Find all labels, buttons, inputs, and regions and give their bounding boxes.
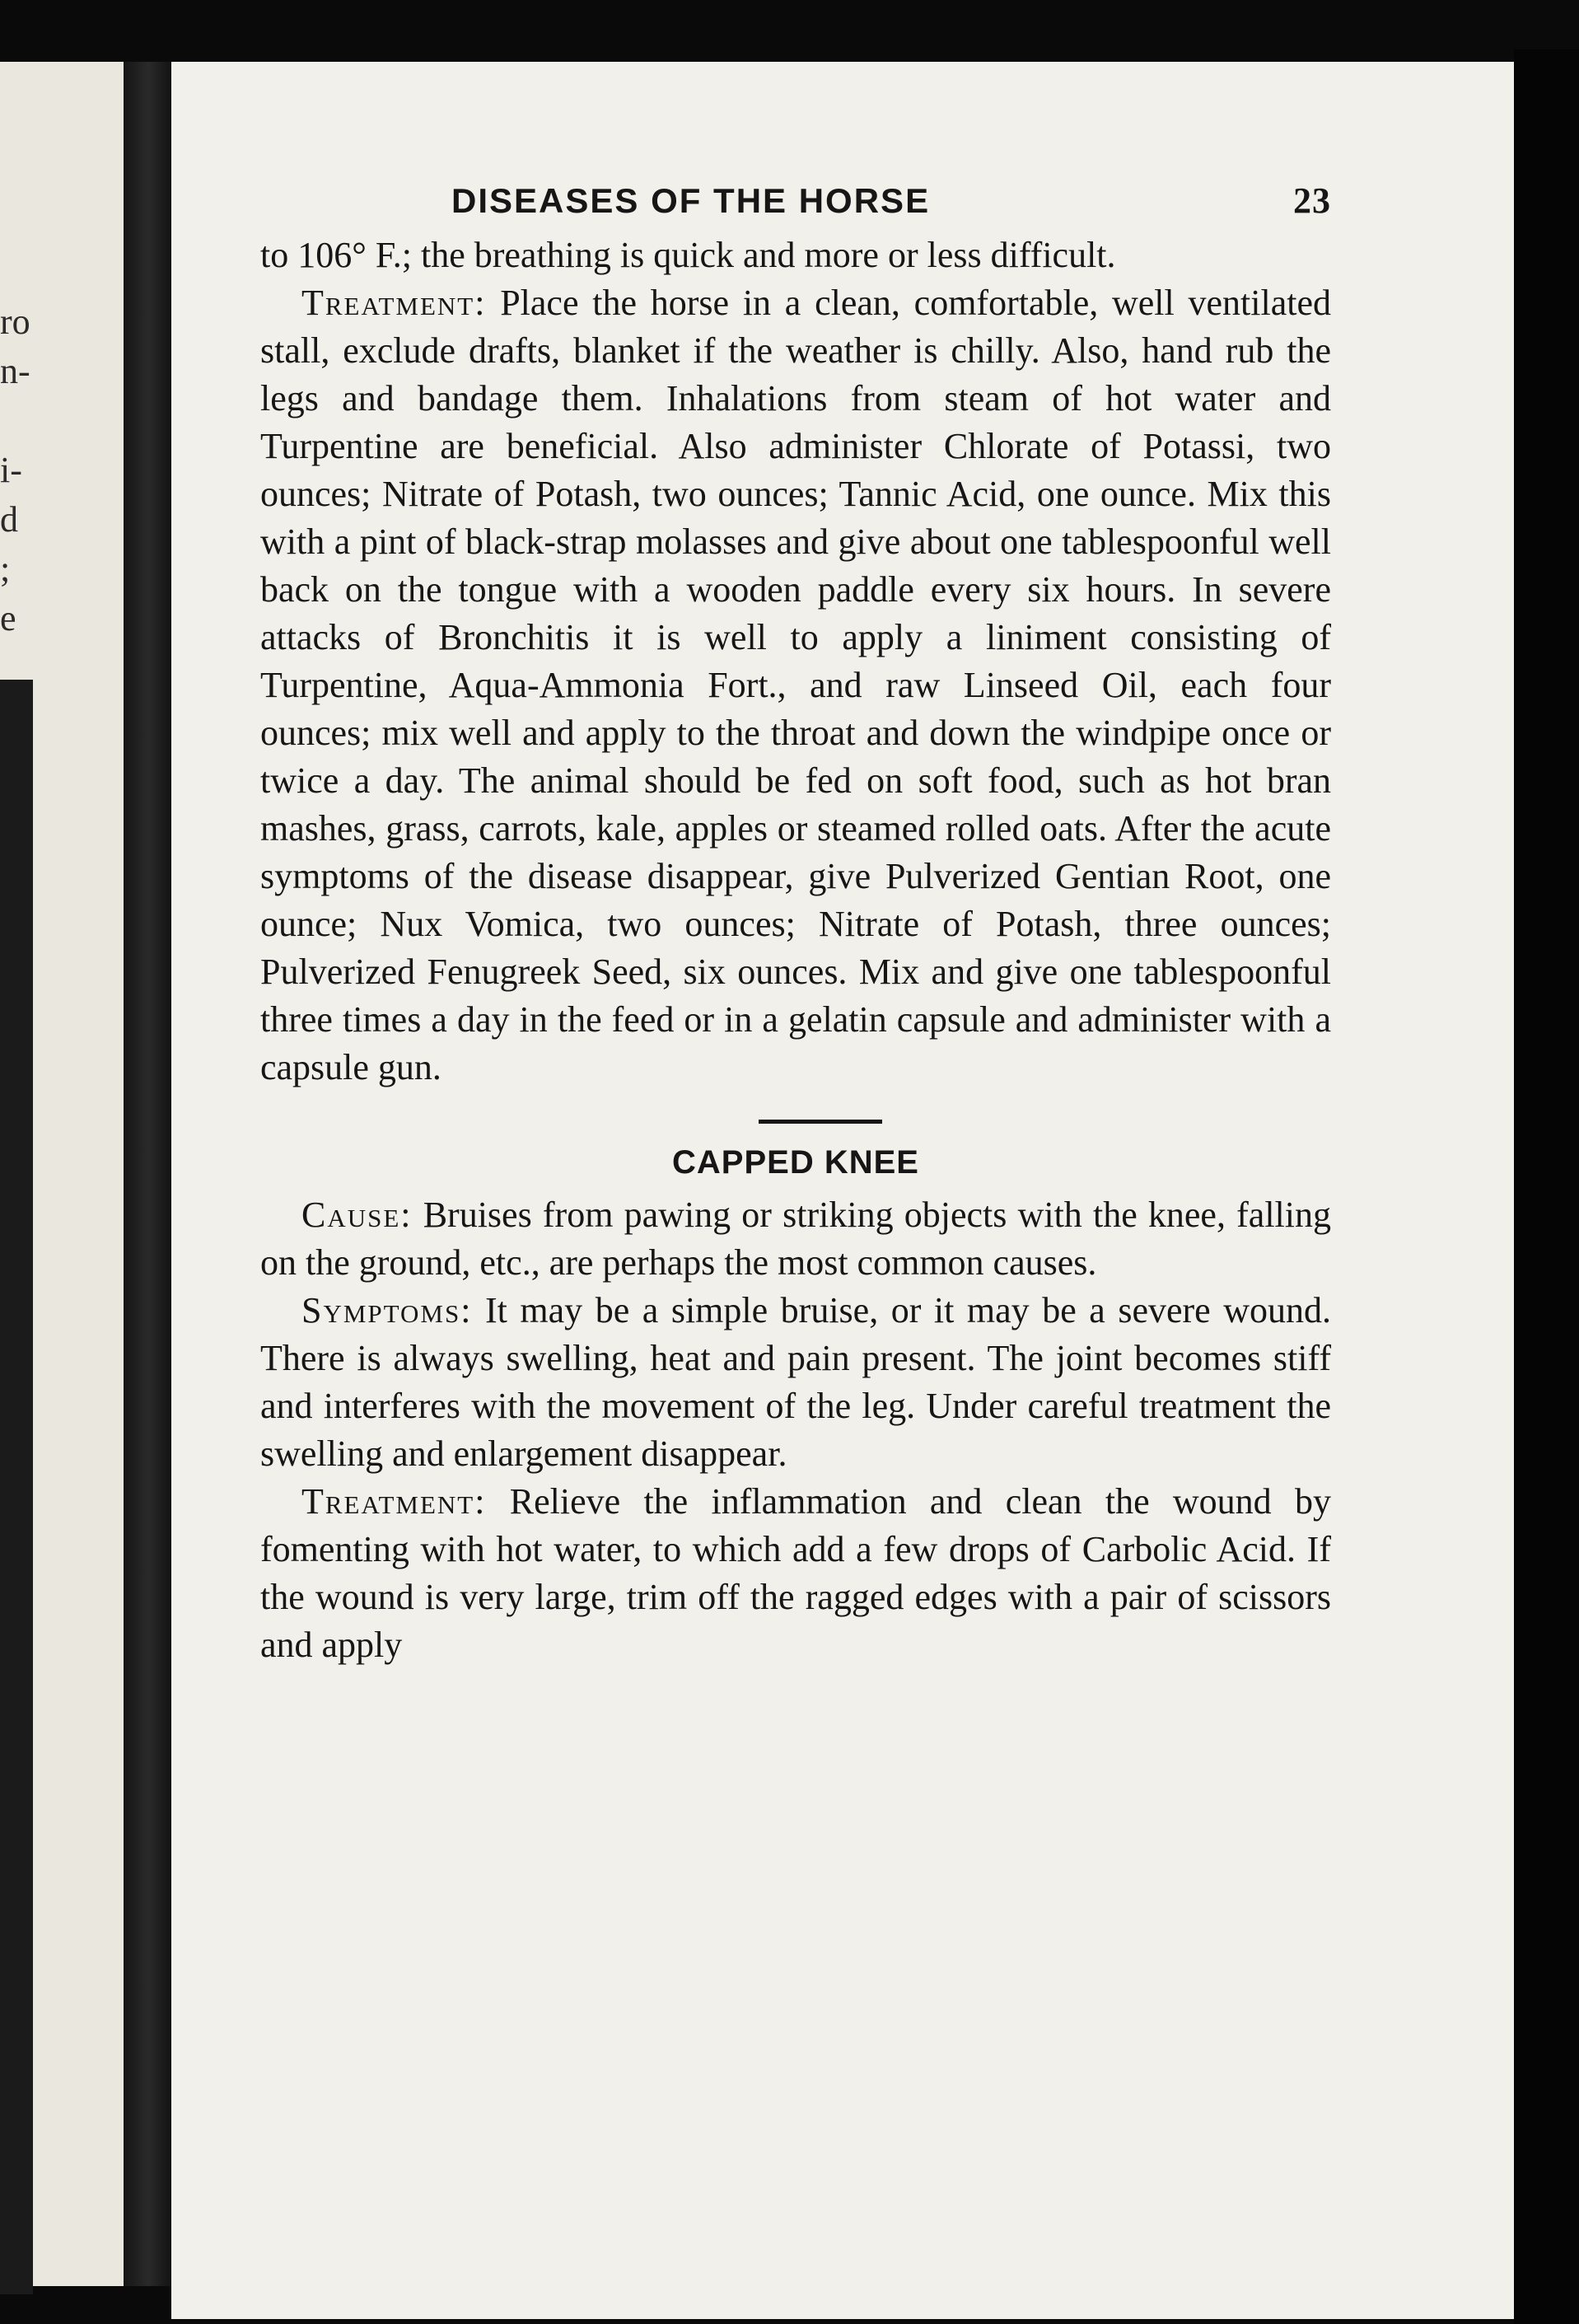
cause-paragraph — [260, 1191, 1331, 1287]
treatment-paragraph-2 — [260, 1478, 1331, 1669]
left-page-fragment: ; — [0, 549, 11, 589]
left-page-fragment: e — [0, 598, 16, 638]
left-page-fragment: ro — [0, 302, 30, 342]
right-shadow — [1514, 49, 1579, 2324]
running-head — [260, 177, 1331, 231]
treatment-text: Place the horse in a clean, comfortable, well ventilated stall, exclude drafts, blanket if the weather is chilly. Also, hand rub the legs and bandage them. Inhalations from steam of hot water and Turpentine are beneficial. Also administer Chlorate of Potassi, two ounces; Nitrate of Potash, two ounces; Tannic Acid, one ounce. Mix this with a pint of black-strap molasses and give about one tablespoonful well back on the tongue with a wooden paddle every six hours. In severe attacks of Bronchitis it is well to apply a liniment consisting of Turpentine, Aqua-Ammonia Fort., and raw Linseed Oil, each four ounces; mix well and apply to the throat and down the windpipe once or twice a day. The animal should be fed on soft food, such as hot bran mashes, grass, carrots, kale, apples or steamed rolled oats. After the acute symptoms of the disease disappear, give Pulverized Gentian Root, one ounce; Nux Vomica, two ounces; Nitrate of Potash, three ounces; Pulverized Fenugreek Seed, six ounces. Mix and give one tablespoonful three times a day in the feed or in a gelatin capsule and administer with a capsule gun. — [260, 283, 1331, 1087]
page-number: 23 — [1293, 180, 1331, 221]
treatment-paragraph — [260, 279, 1331, 1092]
book-page — [171, 62, 1514, 2319]
left-page-fragment: i- — [0, 450, 22, 490]
symptoms-paragraph — [260, 1287, 1331, 1478]
page-content — [260, 177, 1331, 1669]
left-page-shadow — [0, 680, 33, 2294]
treatment-label-2: Treatment: — [301, 1481, 487, 1522]
cause-text: Bruises from pawing or striking objects with the knee, falling on the ground, etc., are perhaps the most common causes. — [260, 1195, 1331, 1283]
book-gutter — [124, 62, 173, 2286]
left-page-fragment: n- — [0, 351, 30, 391]
section-heading: CAPPED KNEE — [672, 1144, 919, 1181]
symptoms-label: Symptoms: — [301, 1290, 473, 1330]
treatment-label: Treatment: — [301, 283, 487, 323]
treatment-text-2: Relieve the inflammation and clean the wound by fomenting with hot water, to which add a few drops of Carbolic Acid. If the wound is very large, trim off the ragged edges with a pair of scissors and apply — [260, 1481, 1331, 1665]
cause-label: Cause: — [301, 1195, 413, 1235]
left-page-fragment: d — [0, 499, 18, 540]
running-head-title: DISEASES OF THE HORSE — [451, 181, 931, 220]
left-page-edge — [0, 62, 124, 2286]
symptoms-text: It may be a simple bruise, or it may be a severe wound. There is always swelling, heat and pain present. The joint becomes stiff and interferes with the movement of the leg. Under careful treatment the swelling and enlargement disappear. — [260, 1290, 1331, 1474]
continued-paragraph: to 106° F.; the breathing is quick and more or less difficult. — [260, 235, 1116, 275]
section-divider — [759, 1120, 882, 1124]
